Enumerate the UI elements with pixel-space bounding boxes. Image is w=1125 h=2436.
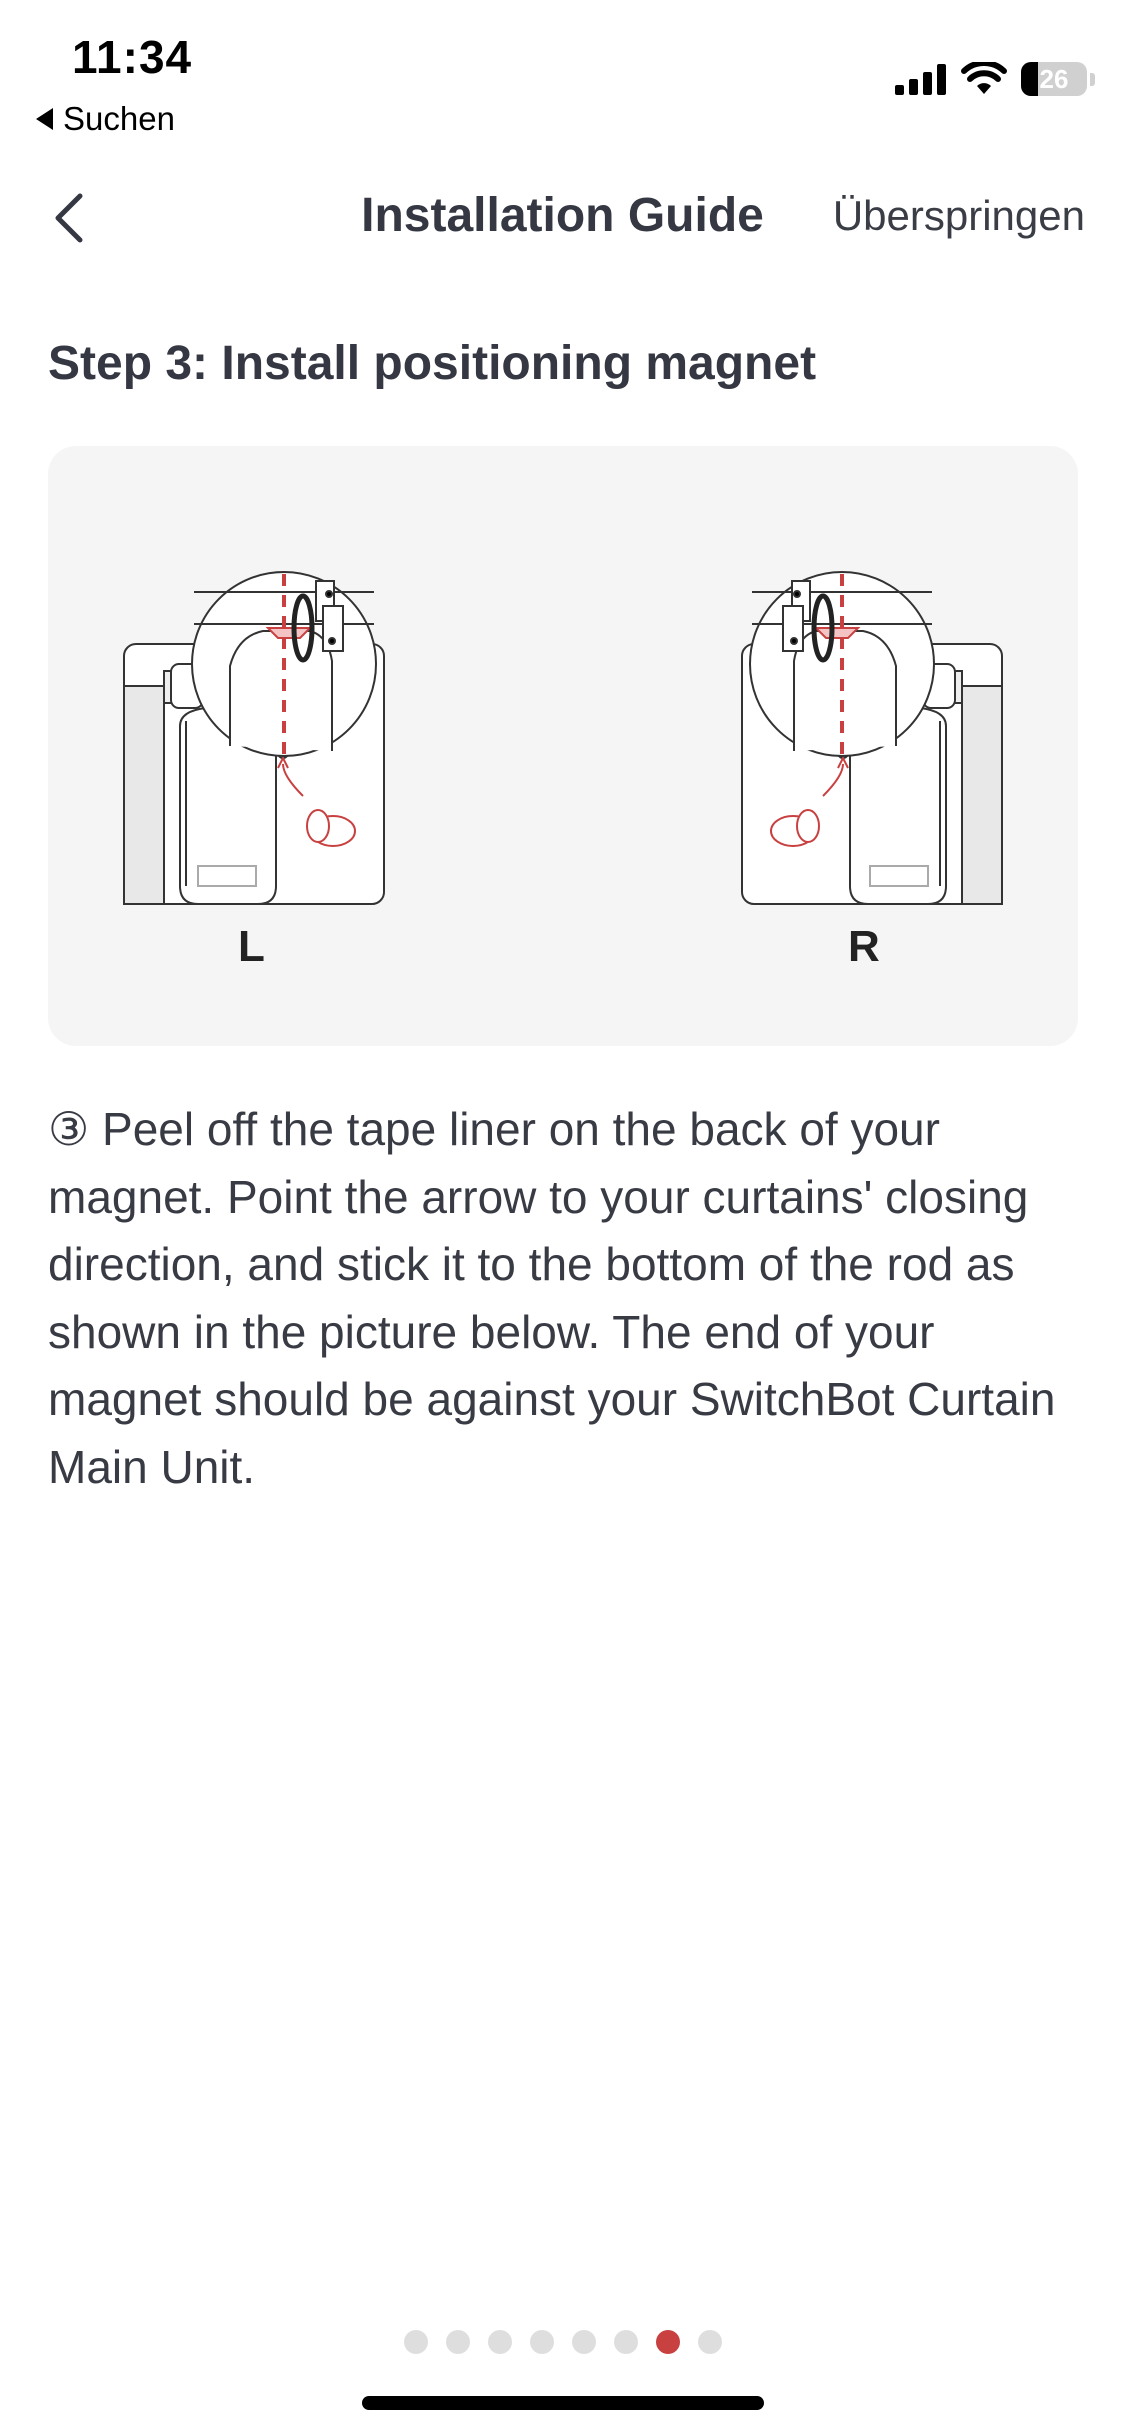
installation-illustration	[48, 446, 1078, 1046]
status-time: 11:34	[72, 31, 193, 83]
back-triangle-icon	[36, 108, 53, 130]
status-back-label: Suchen	[63, 100, 175, 137]
right-label: R	[848, 922, 880, 971]
page-indicator	[0, 2330, 1125, 2354]
wifi-icon	[961, 62, 1007, 96]
status-icons	[895, 62, 1095, 96]
battery-fill	[1021, 62, 1038, 96]
step-title: Step 3: Install positioning magnet	[48, 337, 817, 390]
page-dot	[530, 2330, 554, 2354]
step-description: ③ Peel off the tape liner on the back of your magnet. Point the arrow to your curtains' closing direction, and stick it to the bottom of the rod as shown in the picture below. The end of your magnet should be against your SwitchBot Curtain Main Unit.	[48, 1103, 1056, 1493]
page-dot	[446, 2330, 470, 2354]
signal-icon	[895, 63, 947, 95]
status-back-link[interactable]	[36, 100, 175, 138]
home-indicator[interactable]	[362, 2396, 764, 2410]
page-dot	[404, 2330, 428, 2354]
left-zoom-circle	[192, 572, 376, 756]
illustration-card	[48, 446, 1078, 1046]
battery-cap	[1090, 73, 1095, 86]
page-dot	[656, 2330, 680, 2354]
page-title: Installation Guide	[361, 189, 764, 242]
right-zoom-circle	[750, 572, 934, 756]
battery-icon	[1021, 62, 1087, 96]
left-label: L	[238, 922, 265, 971]
battery-percent: 26	[1039, 63, 1069, 94]
page-dot	[488, 2330, 512, 2354]
skip-button[interactable]: Überspringen	[832, 192, 1085, 239]
page-dot	[614, 2330, 638, 2354]
status-bar	[0, 0, 1125, 150]
page-dot	[698, 2330, 722, 2354]
page-dot	[572, 2330, 596, 2354]
